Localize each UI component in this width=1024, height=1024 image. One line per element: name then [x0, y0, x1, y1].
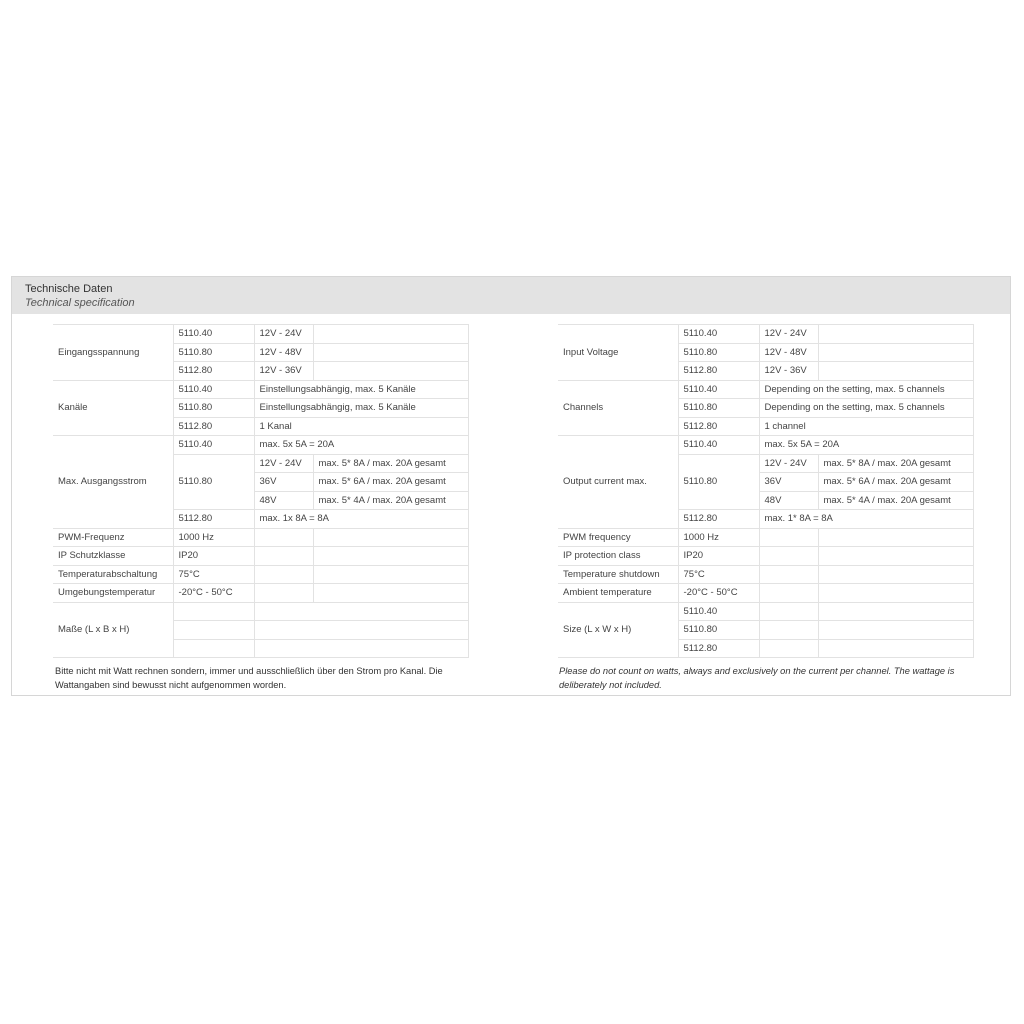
- empty-cell: [759, 602, 818, 621]
- sheet-header: [12, 277, 1010, 314]
- table-row: [558, 584, 973, 603]
- empty-cell: [254, 584, 313, 603]
- model-cell: 5112.80: [173, 362, 254, 381]
- model-cell: 5112.80: [678, 417, 759, 436]
- model-cell: 5110.40: [678, 380, 759, 399]
- empty-cell: [313, 584, 468, 603]
- value-cell: IP20: [173, 547, 254, 566]
- model-cell: [173, 602, 254, 621]
- empty-cell: [313, 362, 468, 381]
- model-cell: 5112.80: [678, 639, 759, 658]
- value-cell: 75°C: [678, 565, 759, 584]
- row-label-ip: IP protection class: [558, 547, 678, 566]
- voltage-cell: 48V: [254, 491, 313, 510]
- value-cell: 12V - 48V: [759, 343, 818, 362]
- empty-cell: [818, 602, 973, 621]
- row-label-input-voltage: Input Voltage: [558, 325, 678, 381]
- row-label-ambient: Umgebungstemperatur: [53, 584, 173, 603]
- table-row: [558, 436, 973, 455]
- model-cell: 5112.80: [173, 417, 254, 436]
- value-cell: 12V - 36V: [254, 362, 313, 381]
- table-row: [53, 436, 468, 455]
- model-cell: 5110.40: [173, 325, 254, 344]
- empty-cell: [254, 547, 313, 566]
- value-cell: 1 Kanal: [254, 417, 468, 436]
- empty-cell: [254, 602, 468, 621]
- note-german: Bitte nicht mit Watt rechnen sondern, immer und ausschließlich über den Strom pro Kanal. Die Wattangaben sind bewusst nicht aufgenommen worden.: [55, 666, 443, 690]
- value-cell: -20°C - 50°C: [678, 584, 759, 603]
- value-cell: max. 1* 8A = 8A: [759, 510, 973, 529]
- empty-cell: [818, 621, 973, 640]
- row-label-channels: Kanäle: [53, 380, 173, 436]
- model-cell: 5110.80: [173, 343, 254, 362]
- empty-cell: [313, 325, 468, 344]
- model-cell: 5110.80: [678, 454, 759, 510]
- note-english: Please do not count on watts, always and exclusively on the current per channel. The wattage is deliberately not included.: [559, 666, 955, 690]
- empty-cell: [254, 621, 468, 640]
- row-label-channels: Channels: [558, 380, 678, 436]
- value-cell: 12V - 24V: [759, 325, 818, 344]
- value-cell: IP20: [678, 547, 759, 566]
- empty-cell: [313, 528, 468, 547]
- value-cell: max. 5* 8A / max. 20A gesamt: [313, 454, 468, 473]
- empty-cell: [818, 325, 973, 344]
- value-cell: Einstellungsabhängig, max. 5 Kanäle: [254, 380, 468, 399]
- table-row: [558, 547, 973, 566]
- value-cell: 1000 Hz: [173, 528, 254, 547]
- model-cell: 5110.80: [678, 343, 759, 362]
- value-cell: max. 1x 8A = 8A: [254, 510, 468, 529]
- spec-table-german: [53, 324, 469, 658]
- row-label-temp-shutdown: Temperature shutdown: [558, 565, 678, 584]
- table-row: [53, 528, 468, 547]
- value-cell: max. 5* 4A / max. 20A gesamt: [313, 491, 468, 510]
- table-row: [558, 528, 973, 547]
- model-cell: 5110.40: [678, 602, 759, 621]
- voltage-cell: 48V: [759, 491, 818, 510]
- table-row: [558, 380, 973, 399]
- value-cell: 1 channel: [759, 417, 973, 436]
- empty-cell: [759, 528, 818, 547]
- value-cell: 12V - 48V: [254, 343, 313, 362]
- voltage-cell: 12V - 24V: [759, 454, 818, 473]
- model-cell: [173, 621, 254, 640]
- empty-cell: [759, 565, 818, 584]
- value-cell: Einstellungsabhängig, max. 5 Kanäle: [254, 399, 468, 418]
- value-cell: max. 5x 5A = 20A: [254, 436, 468, 455]
- model-cell: 5110.80: [678, 399, 759, 418]
- model-cell: [173, 639, 254, 658]
- row-label-ambient: Ambient temperature: [558, 584, 678, 603]
- empty-cell: [818, 565, 973, 584]
- empty-cell: [254, 565, 313, 584]
- model-cell: 5110.80: [678, 621, 759, 640]
- model-cell: 5110.40: [678, 325, 759, 344]
- table-row: [558, 565, 973, 584]
- empty-cell: [818, 639, 973, 658]
- empty-cell: [254, 639, 468, 658]
- model-cell: 5112.80: [678, 510, 759, 529]
- row-label-input-voltage: Eingangsspannung: [53, 325, 173, 381]
- empty-cell: [313, 565, 468, 584]
- value-cell: max. 5x 5A = 20A: [759, 436, 973, 455]
- voltage-cell: 12V - 24V: [254, 454, 313, 473]
- spec-table-english: [558, 324, 974, 658]
- value-cell: max. 5* 8A / max. 20A gesamt: [818, 454, 973, 473]
- row-label-pwm: PWM-Frequenz: [53, 528, 173, 547]
- table-row: [53, 325, 468, 344]
- row-label-output-current: Output current max.: [558, 436, 678, 529]
- row-label-size: Maße (L x B x H): [53, 602, 173, 658]
- table-row: [53, 602, 468, 621]
- spec-sheet: [11, 276, 1011, 696]
- value-cell: -20°C - 50°C: [173, 584, 254, 603]
- table-row: [558, 325, 973, 344]
- model-cell: 5112.80: [678, 362, 759, 381]
- row-label-pwm: PWM frequency: [558, 528, 678, 547]
- empty-cell: [759, 547, 818, 566]
- value-cell: Depending on the setting, max. 5 channels: [759, 380, 973, 399]
- voltage-cell: 36V: [254, 473, 313, 492]
- value-cell: 12V - 36V: [759, 362, 818, 381]
- voltage-cell: 36V: [759, 473, 818, 492]
- value-cell: 1000 Hz: [678, 528, 759, 547]
- empty-cell: [313, 343, 468, 362]
- sheet-title: Technische Daten: [25, 283, 113, 295]
- empty-cell: [818, 362, 973, 381]
- table-row: [53, 584, 468, 603]
- model-cell: 5110.40: [173, 380, 254, 399]
- sheet-subtitle: Technical specification: [25, 297, 135, 309]
- row-label-temp-shutdown: Temperaturabschaltung: [53, 565, 173, 584]
- value-cell: 12V - 24V: [254, 325, 313, 344]
- model-cell: 5110.80: [173, 454, 254, 510]
- model-cell: 5110.40: [678, 436, 759, 455]
- table-row: [53, 380, 468, 399]
- table-row: [558, 602, 973, 621]
- empty-cell: [818, 547, 973, 566]
- empty-cell: [254, 528, 313, 547]
- value-cell: max. 5* 6A / max. 20A gesamt: [818, 473, 973, 492]
- table-row: [53, 547, 468, 566]
- value-cell: max. 5* 4A / max. 20A gesamt: [818, 491, 973, 510]
- model-cell: 5110.40: [173, 436, 254, 455]
- table-row: [53, 565, 468, 584]
- value-cell: 75°C: [173, 565, 254, 584]
- empty-cell: [818, 584, 973, 603]
- empty-cell: [759, 621, 818, 640]
- empty-cell: [759, 584, 818, 603]
- row-label-output-current: Max. Ausgangsstrom: [53, 436, 173, 529]
- value-cell: Depending on the setting, max. 5 channels: [759, 399, 973, 418]
- empty-cell: [818, 528, 973, 547]
- value-cell: max. 5* 6A / max. 20A gesamt: [313, 473, 468, 492]
- row-label-size: Size (L x W x H): [558, 602, 678, 658]
- empty-cell: [818, 343, 973, 362]
- empty-cell: [759, 639, 818, 658]
- model-cell: 5112.80: [173, 510, 254, 529]
- empty-cell: [313, 547, 468, 566]
- model-cell: 5110.80: [173, 399, 254, 418]
- row-label-ip: IP Schutzklasse: [53, 547, 173, 566]
